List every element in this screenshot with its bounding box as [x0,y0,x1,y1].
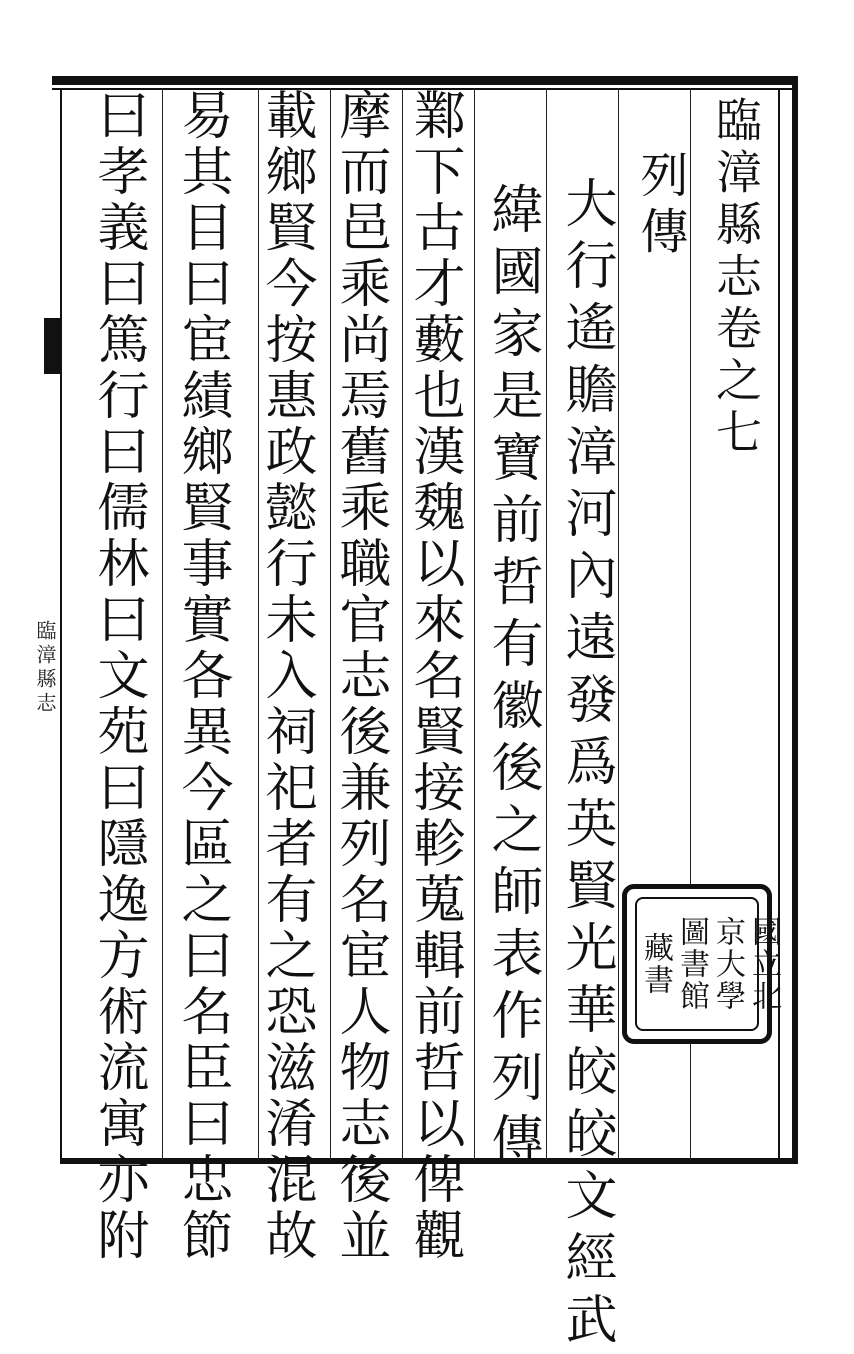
seal-inner-border [635,897,781,1031]
text-column-3: 鄴下古才藪也漢魏以來名賢接軫蒐輯前哲以俾觀 [404,88,464,1264]
text-column-4: 摩而邑乘尚焉舊乘職官志後兼列名宦人物志後並 [330,88,390,1264]
column-divider [402,90,403,1158]
fold-fishtail-mark [44,318,60,374]
column-divider [618,90,619,1158]
column-divider [474,90,475,1158]
column-divider [546,90,547,1158]
text-column-1: 大行遙贍漳河內遠發爲英賢光華皎皎文經武 [556,176,616,1354]
library-seal-stamp [622,884,781,1044]
top-border-rule [52,76,798,85]
text-column-2: 緯國家是寶前哲有徽後之師表作列傳 [482,182,542,1174]
seal-text-column: 藏書 [638,932,673,996]
text-column-5: 載鄉賢今按惠政懿行未入祠祀者有之恐滋淆混故 [256,88,316,1264]
fold-title: 臨漳縣志 [33,620,57,716]
seal-text-column: 京大學 [710,916,745,1012]
seal-text-column: 圖書館 [674,916,709,1012]
right-border-rule [792,76,798,1164]
seal-text-column: 國立北 [746,916,781,1012]
section-heading: 列傳 [632,150,688,262]
column-divider [162,90,163,1158]
text-column-7: 曰孝義曰篤行曰儒林曰文苑曰隱逸方術流寓亦附 [88,88,148,1264]
text-column-6: 易其目曰宦績鄉賢事實各異今區之曰名臣曰忠節 [172,88,232,1264]
volume-title: 臨漳縣志卷之七 [709,96,763,460]
